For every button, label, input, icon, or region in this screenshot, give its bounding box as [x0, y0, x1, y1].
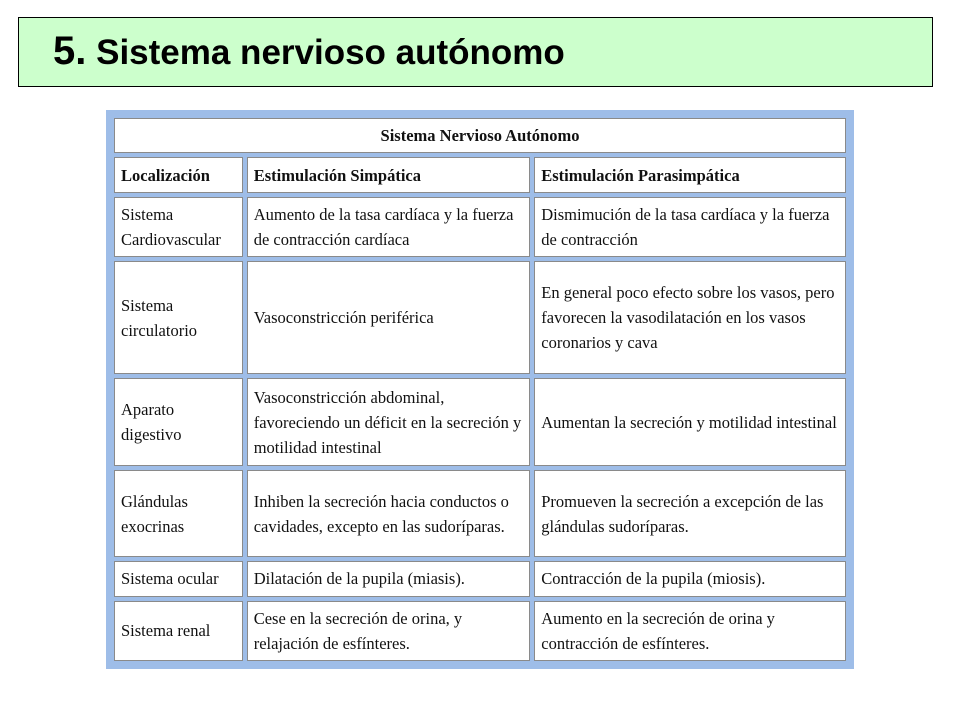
- cell-localizacion: Sistema ocular: [114, 561, 243, 596]
- cell-parasimpatica: Aumentan la secreción y motilidad intestinal: [534, 378, 846, 465]
- table-row: [114, 470, 846, 557]
- table-row: [114, 601, 846, 661]
- cell-simpatica: Cese en la secreción de orina, y relajación de esfínteres.: [247, 601, 531, 661]
- cell-parasimpatica: Aumento en la secreción de orina y contracción de esfínteres.: [534, 601, 846, 661]
- cell-localizacion: Aparato digestivo: [114, 378, 243, 465]
- cell-localizacion: Sistema circulatorio: [114, 261, 243, 374]
- section-title: Sistema nervioso autónomo: [96, 33, 565, 72]
- header-simpatica: Estimulación Simpática: [247, 157, 531, 192]
- cell-simpatica: Vasoconstricción periférica: [247, 261, 531, 374]
- page-title: [53, 28, 565, 76]
- table-row: [114, 197, 846, 257]
- cell-simpatica: Dilatación de la pupila (miasis).: [247, 561, 531, 596]
- table-title: Sistema Nervioso Autónomo: [114, 118, 846, 153]
- cell-parasimpatica: Contracción de la pupila (miosis).: [534, 561, 846, 596]
- table-frame: [106, 110, 854, 669]
- cell-localizacion: Glándulas exocrinas: [114, 470, 243, 557]
- cell-simpatica: Inhiben la secreción hacia conductos o cavidades, excepto en las sudoríparas.: [247, 470, 531, 557]
- cell-localizacion: Sistema Cardiovascular: [114, 197, 243, 257]
- header-parasimpatica: Estimulación Parasimpática: [534, 157, 846, 192]
- title-banner: [18, 17, 933, 87]
- table-row: [114, 378, 846, 465]
- cell-parasimpatica: Dismimución de la tasa cardíaca y la fuerza de contracción: [534, 197, 846, 257]
- header-localizacion: Localización: [114, 157, 243, 192]
- cell-parasimpatica: En general poco efecto sobre los vasos, pero favorecen la vasodilatación en los vasos coronarios y cava: [534, 261, 846, 374]
- nervous-system-table: [110, 114, 850, 665]
- cell-simpatica: Vasoconstricción abdominal, favoreciendo un déficit en la secreción y motilidad intestinal: [247, 378, 531, 465]
- table-header-row: [114, 157, 846, 192]
- table-row: [114, 561, 846, 596]
- section-number: 5.: [53, 29, 87, 73]
- table-title-row: [114, 118, 846, 153]
- table-row: [114, 261, 846, 374]
- cell-parasimpatica: Promueven la secreción a excepción de las glándulas sudoríparas.: [534, 470, 846, 557]
- cell-simpatica: Aumento de la tasa cardíaca y la fuerza de contracción cardíaca: [247, 197, 531, 257]
- cell-localizacion: Sistema renal: [114, 601, 243, 661]
